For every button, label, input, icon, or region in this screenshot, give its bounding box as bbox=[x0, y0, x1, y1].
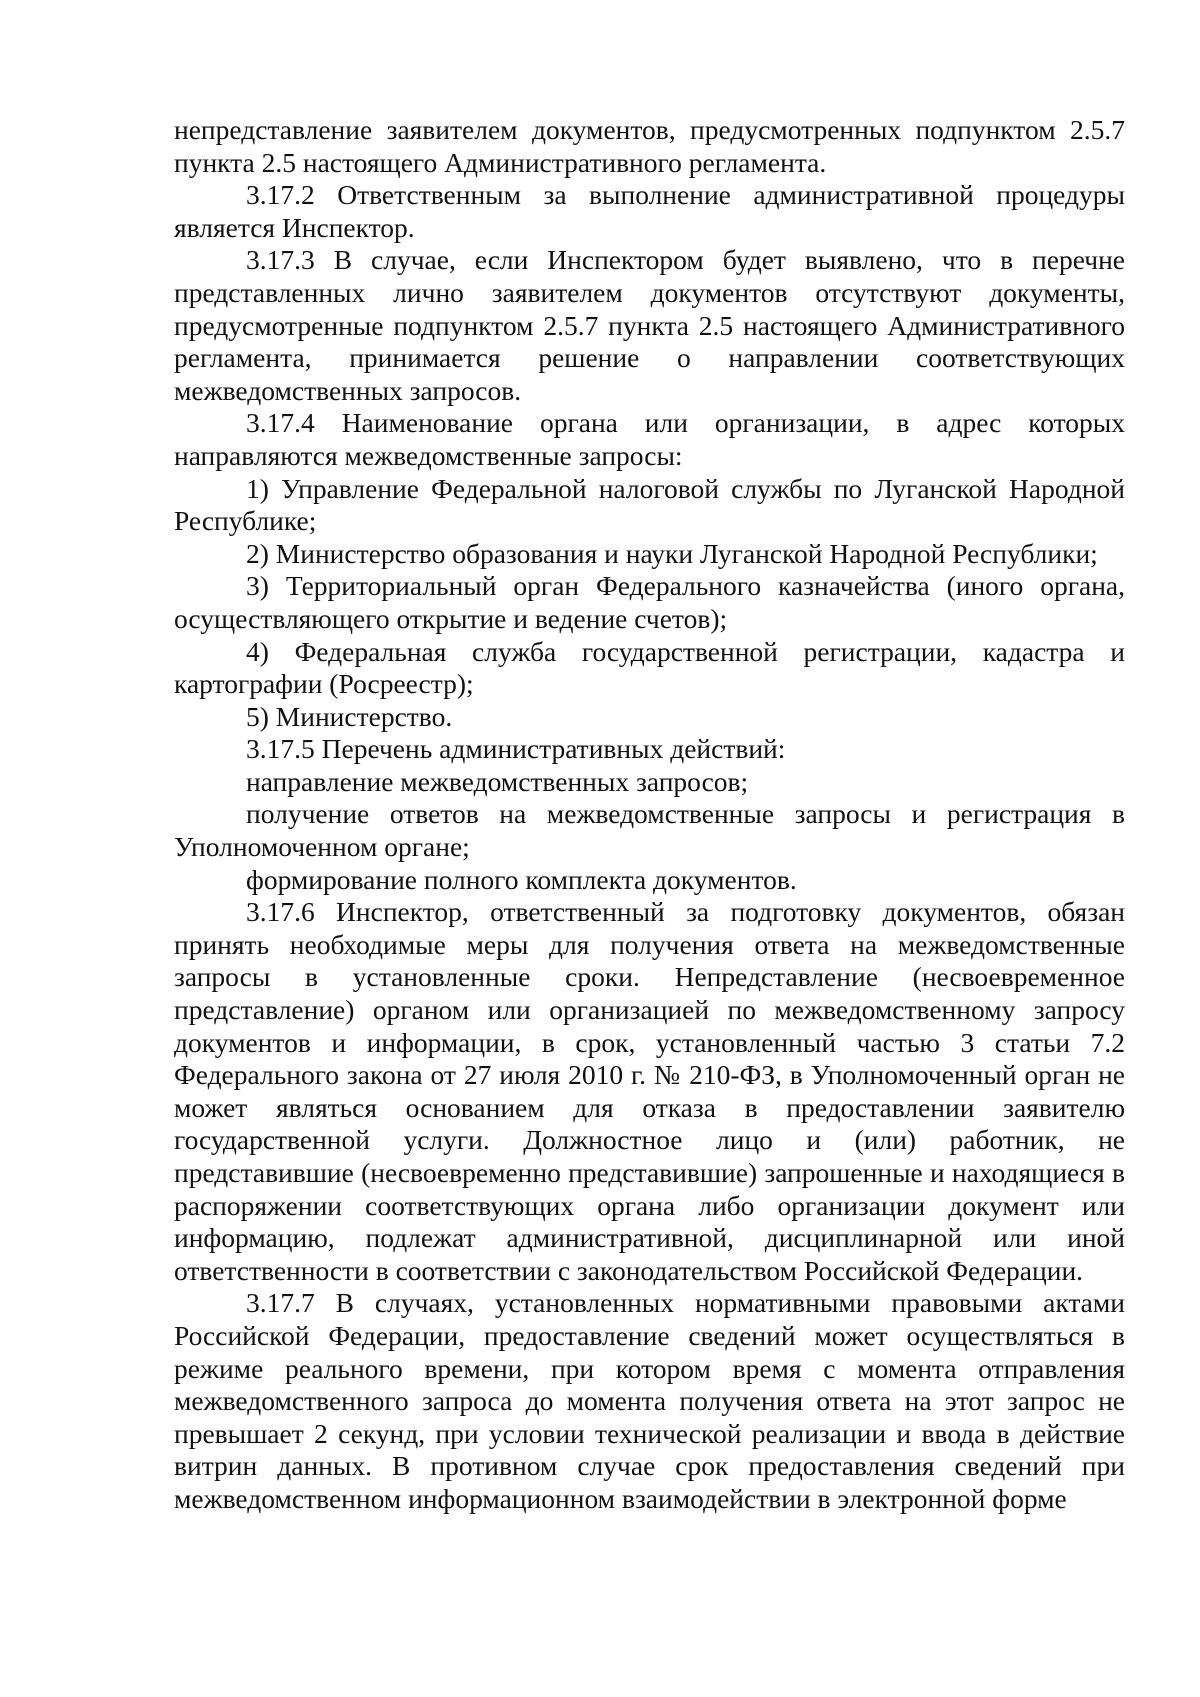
action-item-1: направление межведомственных запросов; bbox=[246, 765, 749, 797]
paragraph-3-17-2: 3.17.2 Ответственным за выполнение административной процедуры является Инспектор. bbox=[174, 179, 1125, 243]
list-item-4: 4) Федеральная служба государственной регистрации, кадастра и картографии (Росреестр); bbox=[174, 635, 1125, 700]
list-item-3: 3) Территориальный орган Федерального казначейства (иного органа, осуществляющего открытие и ведение счетов); bbox=[174, 570, 1125, 634]
paragraph-continuation: непредставление заявителем документов, предусмотренных подпунктом 2.5.7 пункта 2.5 настоящего Административного регламента. bbox=[174, 114, 1125, 178]
action-item-3: формирование полного комплекта документов. bbox=[246, 863, 797, 895]
paragraph-3-17-7: 3.17.7 В случаях, установленных нормативными правовыми актами Российской Федерации, предоставление сведений может осуществляться в режиме реального времени, при котором время с момента отправления межведомственного запроса до момента получения ответа на этот запрос не превышает 2 секунд, при условии технической реализации и ввода в действие витрин данных. В противном случае срок предоставления сведений при межведомственном информационном взаимодействии в электронной форме bbox=[174, 1287, 1125, 1514]
document-page bbox=[174, 114, 1125, 1516]
action-item-2: получение ответов на межведомственные запросы и регистрация в Уполномоченном органе; bbox=[174, 798, 1125, 863]
list-item-1: 1) Управление Федеральной налоговой службы по Луганской Народной Республике; bbox=[174, 472, 1125, 537]
paragraph-3-17-3: 3.17.3 В случае, если Инспектором будет выявлено, что в перечне представленных лично заявителем документов отсутствуют документы, предусмотренные подпунктом 2.5.7 пункта 2.5 настоящего Административного регламента, принимается решение о направлении соответствующих межведомственных запросов. bbox=[174, 244, 1125, 406]
paragraph-3-17-4: 3.17.4 Наименование органа или организации, в адрес которых направляются межведомственные запросы: bbox=[174, 407, 1125, 471]
list-item-2: 2) Министерство образования и науки Луганской Народной Республики; bbox=[246, 537, 1098, 569]
paragraph-3-17-6: 3.17.6 Инспектор, ответственный за подготовку документов, обязан принять необходимые меры для получения ответа на межведомственные запросы в установленные сроки. Непредставление (несвоевременное представление) органом или организацией по межведомственному запросу документов и информации, в срок, установленный частью 3 статьи 7.2 Федерального закона от 27 июля 2010 г. № 210-ФЗ, в Уполномоченный орган не может являться основанием для отказа в предоставлении заявителю государственной услуги. Должностное лицо и (или) работник, не представившие (несвоевременно представившие) запрошенные и находящиеся в распоряжении соответствующих органа либо организации документ или информацию, подлежат административной, дисциплинарной или иной ответственности в соответствии с законодательством Российской Федерации. bbox=[174, 896, 1125, 1286]
paragraph-3-17-5: 3.17.5 Перечень административных действий: bbox=[246, 733, 786, 765]
list-item-5: 5) Министерство. bbox=[246, 700, 453, 732]
